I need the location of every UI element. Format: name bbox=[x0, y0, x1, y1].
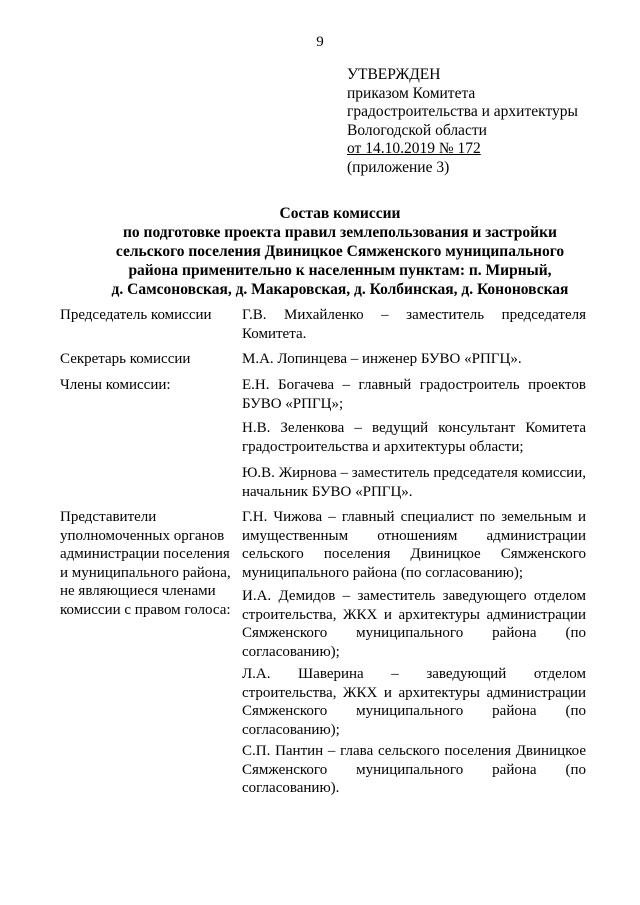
entry-member-3: Ю.В. Жирнова – заместитель председателя комиссии, начальник БУВО «РПГЦ». bbox=[242, 465, 586, 500]
entry-secretary: М.А. Лопинцева – инженер БУВО «РПГЦ». bbox=[242, 351, 522, 367]
entry-member-1: Е.Н. Богачева – главный градостроитель проектов БУВО «РПГЦ»; bbox=[242, 377, 586, 412]
approval-region: Вологодской области bbox=[347, 121, 487, 139]
entry-member-2: Н.В. Зеленкова – ведущий консультант Комитета градостроительства и архитектуры области; bbox=[242, 420, 586, 455]
title-line-1: Состав комиссии bbox=[279, 205, 401, 222]
entry-chairman: Г.В. Михайленко – заместитель председателя Комитета. bbox=[242, 307, 586, 342]
title-line-5: д. Самсоновская, д. Макаровская, д. Колбинская, д. Кононовская bbox=[111, 281, 569, 298]
approval-date-number: от 14.10.2019 № 172 bbox=[347, 140, 481, 157]
title-line-4: района применительно к населенным пунктам: п. Мирный, bbox=[128, 262, 552, 279]
entry-representative-1: Г.Н. Чижова – главный специалист по земельным и имущественным отношениям администрации сельского поселения Двиницкое Сямженского муниципального района (по согласованию); bbox=[242, 509, 586, 581]
page-number: 9 bbox=[316, 34, 324, 50]
title-line-3: сельского поселения Двиницкое Сямженского муниципального bbox=[115, 243, 565, 260]
entry-representative-2: И.А. Демидов – заместитель заведующего отделом строительства, ЖКХ и архитектуры администрации Сямженского муниципального района (по согласованию); bbox=[242, 588, 586, 660]
title-line-2: по подготовке проекта правил землепользования и застройки bbox=[123, 224, 557, 241]
approval-committee: градостроительства и архитектуры bbox=[347, 103, 578, 120]
approval-stamp bbox=[347, 66, 578, 177]
role-representatives: Представители уполномоченных органов администрации поселения и муниципального района, не являющиеся членами комиссии с правом голоса: bbox=[60, 509, 231, 618]
entry-representative-3: Л.А. Шаверина – заведующий отделом строительства, ЖКХ и архитектуры администрации Сямженского муниципального района (по согласованию); bbox=[242, 666, 586, 738]
approval-heading: УТВЕРЖДЕН bbox=[347, 66, 441, 83]
role-members: Члены комиссии: bbox=[60, 377, 171, 393]
role-chairman: Председатель комиссии bbox=[60, 307, 212, 323]
approval-order: приказом Комитета bbox=[347, 84, 476, 102]
role-secretary: Секретарь комиссии bbox=[60, 351, 191, 367]
approval-appendix: (приложение 3) bbox=[347, 158, 450, 176]
entry-representative-4: С.П. Пантин – глава сельского поселения Двиницкое Сямженского муниципального района (по согласованию). bbox=[242, 743, 586, 796]
document-title bbox=[90, 204, 590, 299]
